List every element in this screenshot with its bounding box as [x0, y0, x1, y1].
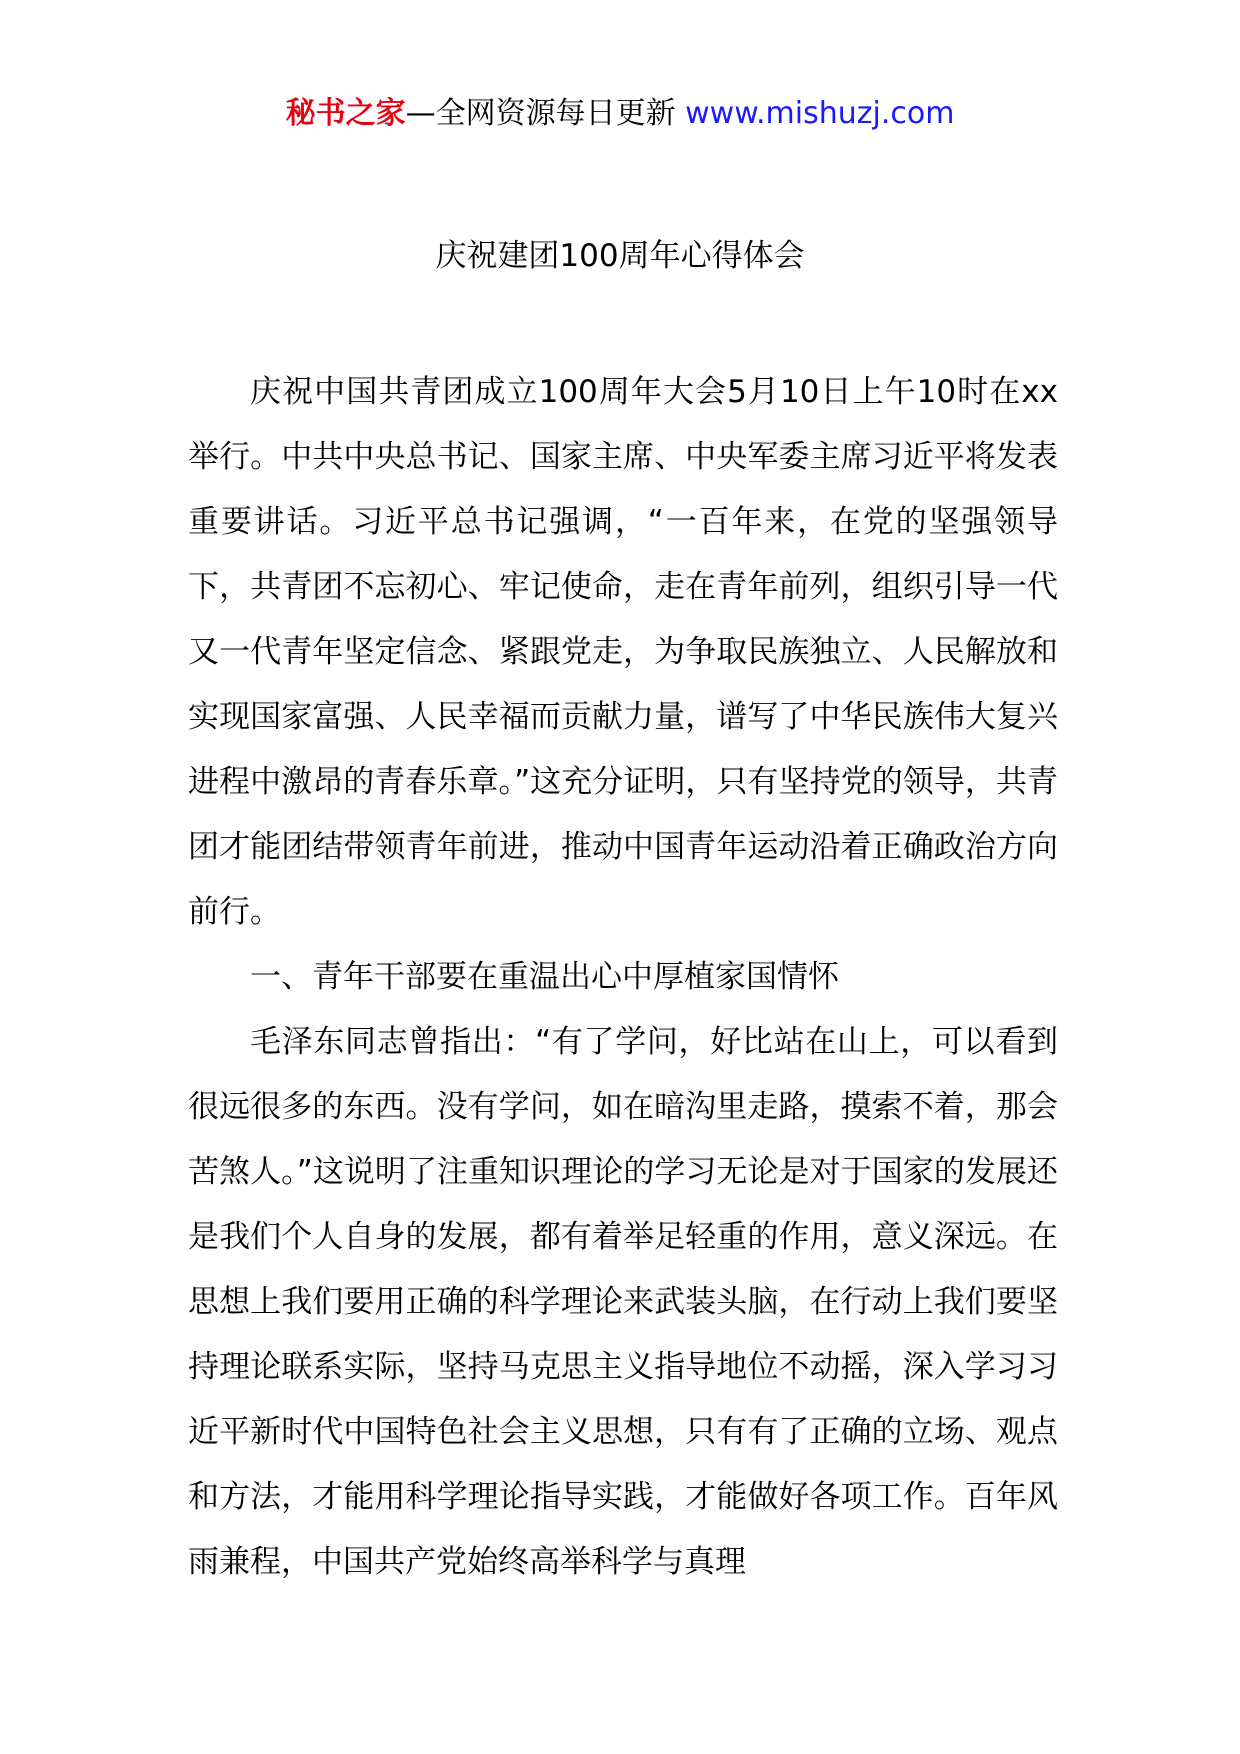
document-body — [188, 360, 1058, 1595]
site-header — [0, 94, 1240, 134]
section-heading-1: 一、青年干部要在重温出心中厚植家国情怀 — [250, 959, 839, 995]
site-tagline: —全网资源每日更新 — [405, 96, 686, 131]
site-brand: 秘书之家 — [285, 96, 406, 131]
site-url-link[interactable]: www.mishuzj.com — [685, 96, 955, 131]
document-title: 庆祝建团100周年心得体会 — [435, 238, 805, 274]
paragraph-intro: 庆祝中国共青团成立100周年大会5月10日上午10时在xx举行。中共中央总书记、国家主席、中央军委主席习近平将发表重要讲话。习近平总书记强调，“一百年来，在党的坚强领导下，共青团不忘初心、牢记使命，走在青年前列，组织引导一代又一代青年坚定信念、紧跟党走，为争取民族独立、人民解放和实现国家富强、人民幸福而贡献力量，谱写了中华民族伟大复兴进程中激昂的青春乐章。”这充分证明，只有坚持党的领导，共青团才能团结带领青年前进，推动中国青年运动沿着正确政治方向前行。 — [188, 374, 1058, 930]
paragraph-section-1: 毛泽东同志曾指出：“有了学问，好比站在山上，可以看到很远很多的东西。没有学问，如在暗沟里走路，摸索不着，那会苦煞人。”这说明了注重知识理论的学习无论是对于国家的发展还是我们个人自身的发展，都有着举足轻重的作用，意义深远。在思想上我们要用正确的科学理论来武装头脑，在行动上我们要坚持理论联系实际，坚持马克思主义指导地位不动摇，深入学习习近平新时代中国特色社会主义思想，只有有了正确的立场、观点和方法，才能用科学理论指导实践，才能做好各项工作。百年风雨兼程，中国共产党始终高举科学与真理 — [188, 1024, 1058, 1580]
